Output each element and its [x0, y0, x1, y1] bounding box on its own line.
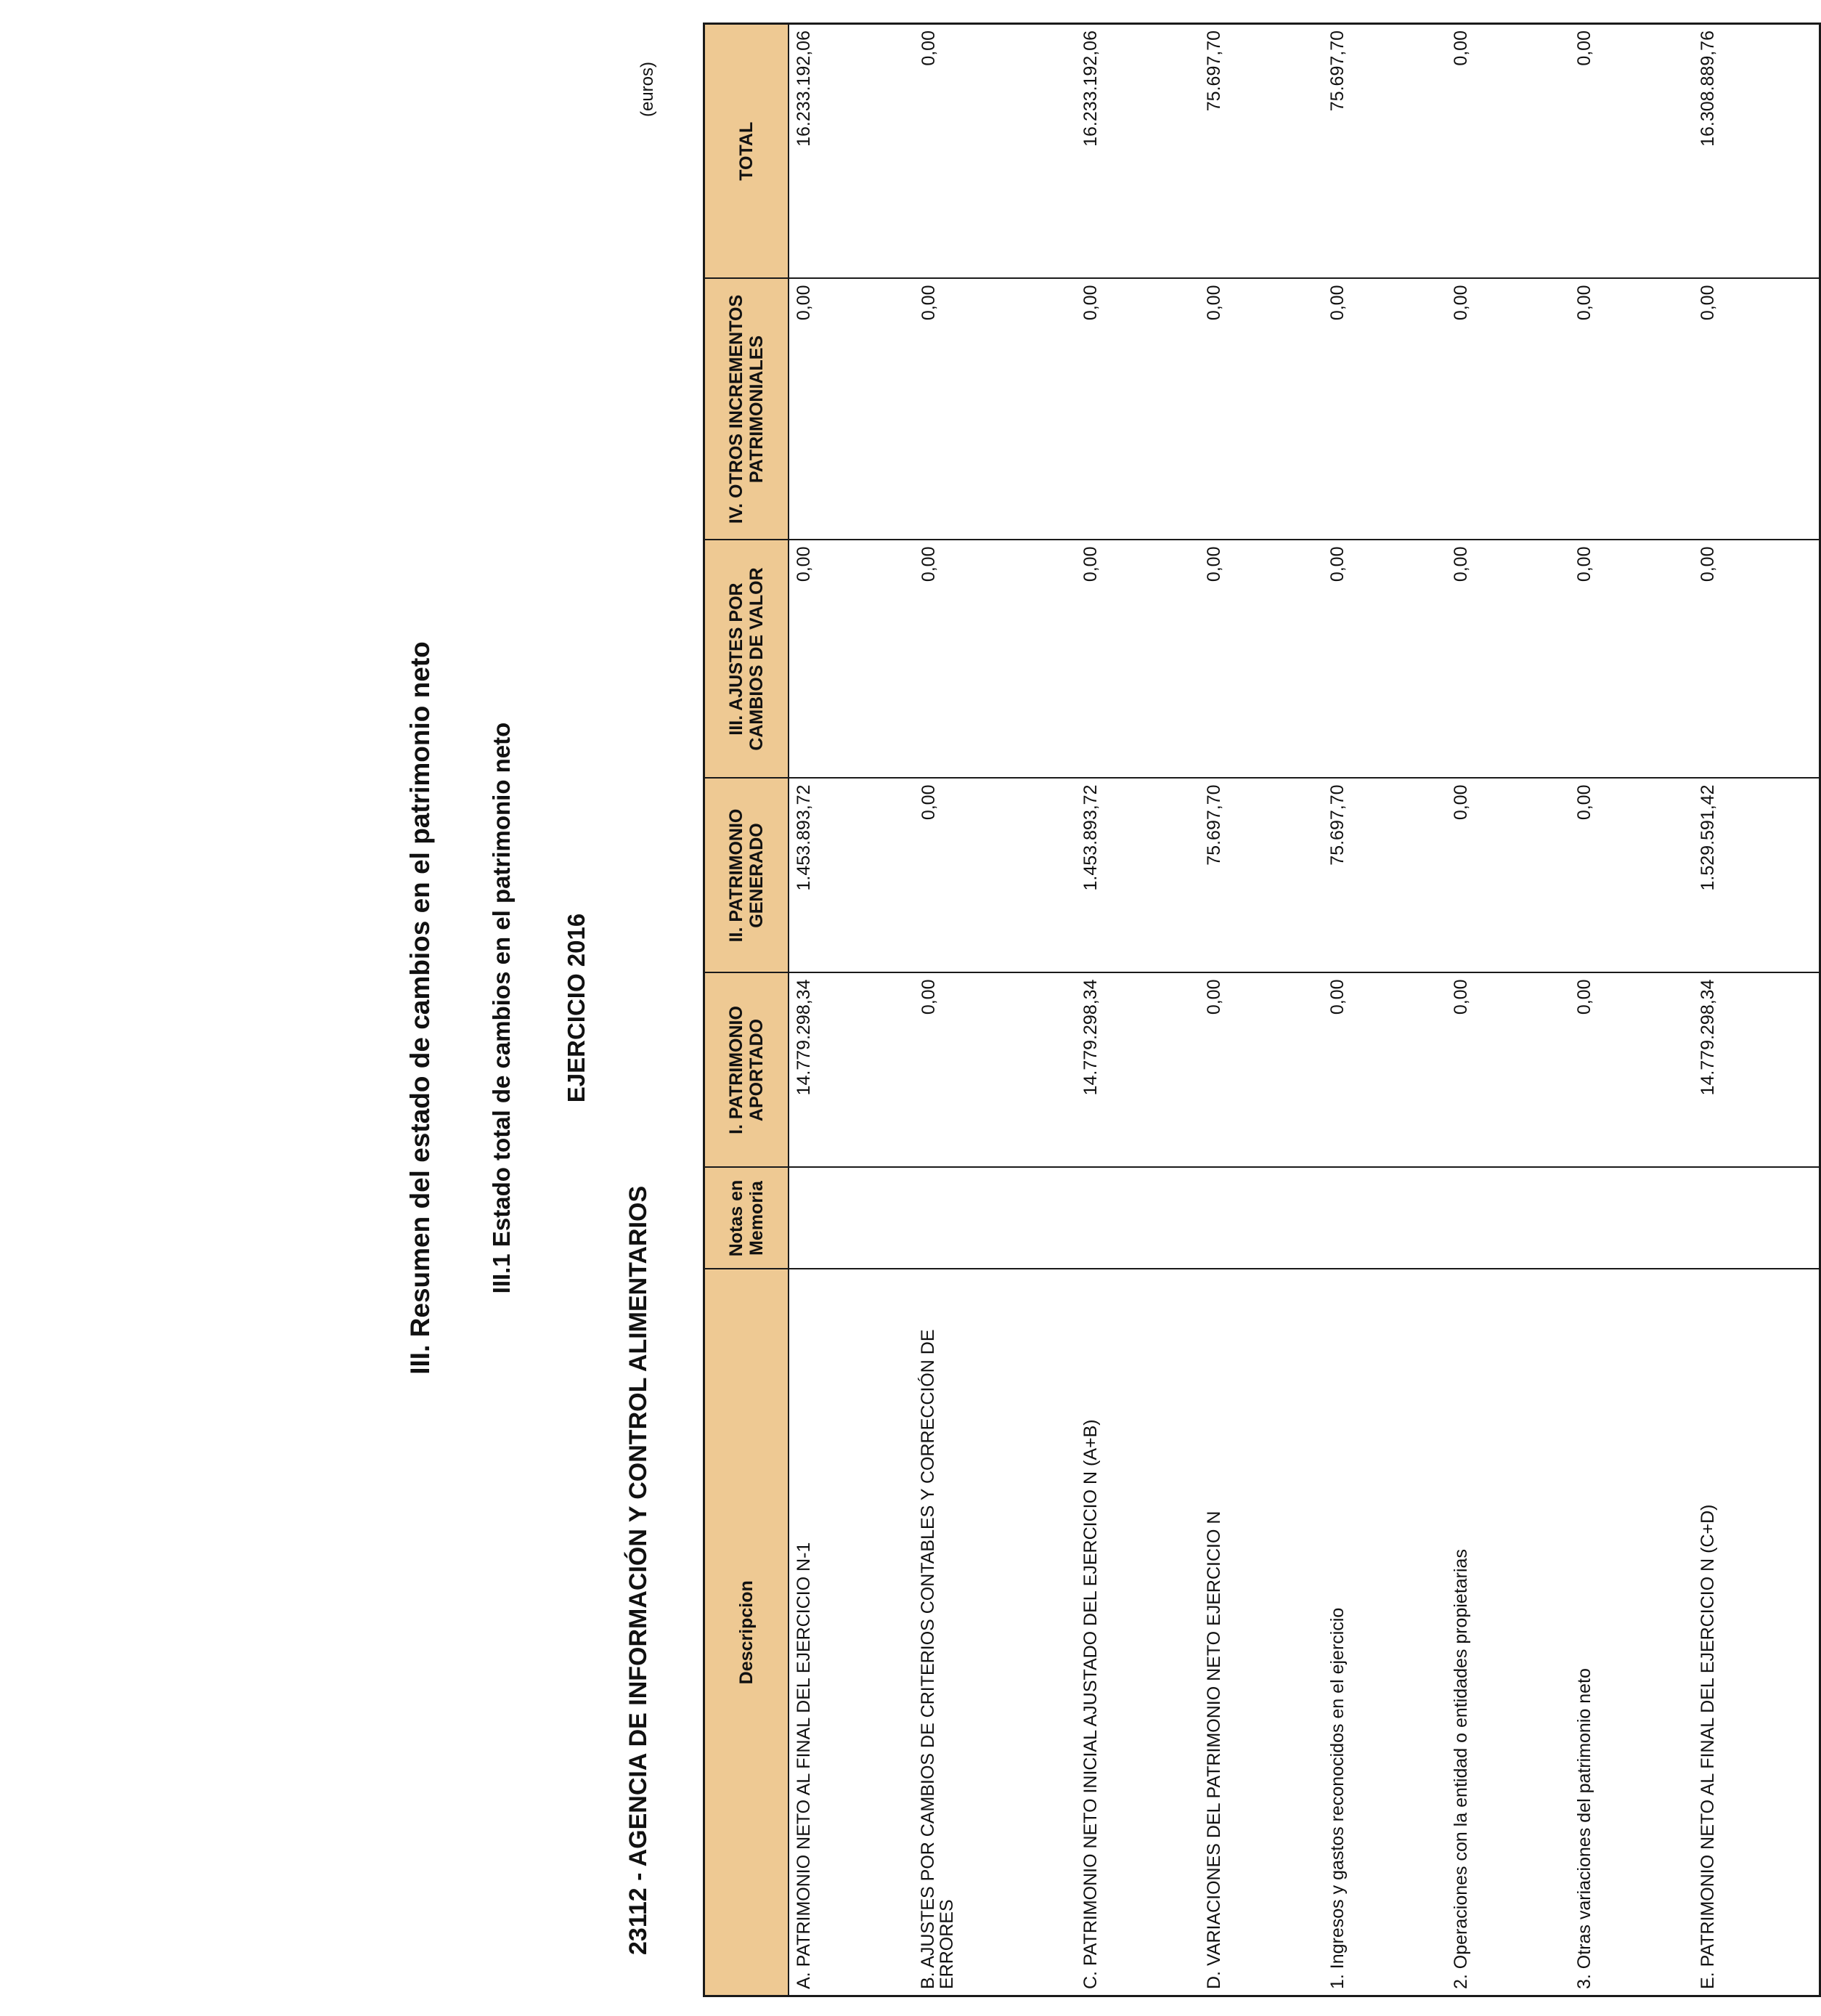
header-otros-incrementos: IV. OTROS INCREMENTOS PATRIMONIALES	[704, 279, 789, 540]
row-description: 3. Otras variaciones del patrimonio neto	[1570, 1269, 1693, 1996]
table-row	[1323, 24, 1446, 1996]
row-generado: 1.529.591,42	[1693, 779, 1820, 973]
row-notas	[1076, 1168, 1199, 1269]
row-otros: 0,00	[1570, 279, 1693, 540]
row-otros: 0,00	[1446, 279, 1570, 540]
row-aportado: 0,00	[1199, 973, 1323, 1168]
row-aportado: 0,00	[1446, 973, 1570, 1168]
row-aportado: 0,00	[1323, 973, 1446, 1168]
row-ajustes: 0,00	[1693, 540, 1820, 779]
row-generado: 75.697,70	[1323, 779, 1446, 973]
section-subtitle: III.1 Estado total de cambios en el patrimonio neto	[488, 722, 515, 1294]
table-row	[1076, 24, 1199, 1996]
row-generado: 75.697,70	[1199, 779, 1323, 973]
row-aportado: 14.779.298,34	[1693, 973, 1820, 1168]
row-total: 16.233.192,06	[1076, 24, 1199, 279]
row-notas	[1199, 1168, 1323, 1269]
row-description: D. VARIACIONES DEL PATRIMONIO NETO EJERCICIO N	[1199, 1269, 1323, 1996]
entity-name: 23112 - AGENCIA DE INFORMACIÓN Y CONTROL ALIMENTARIOS	[624, 1185, 652, 1955]
row-total: 0,00	[1446, 24, 1570, 279]
table-row	[1693, 24, 1820, 1996]
row-total: 0,00	[914, 24, 1076, 279]
row-generado: 1.453.893,72	[1076, 779, 1199, 973]
row-generado: 1.453.893,72	[789, 779, 914, 973]
row-otros: 0,00	[914, 279, 1076, 540]
table-row	[1446, 24, 1570, 1996]
units-label: (euros)	[637, 61, 657, 117]
header-notas: Notas en Memoria	[704, 1168, 789, 1269]
row-ajustes: 0,00	[1570, 540, 1693, 779]
header-descripcion: Descripcion	[704, 1269, 789, 1996]
row-generado: 0,00	[1446, 779, 1570, 973]
page-title: III. Resumen del estado de cambios en el patrimonio neto	[405, 641, 435, 1375]
row-generado: 0,00	[914, 779, 1076, 973]
row-total: 75.697,70	[1199, 24, 1323, 279]
table-header-row	[704, 24, 789, 1996]
row-total: 75.697,70	[1323, 24, 1446, 279]
row-ajustes: 0,00	[914, 540, 1076, 779]
row-otros: 0,00	[1199, 279, 1323, 540]
row-ajustes: 0,00	[1199, 540, 1323, 779]
row-ajustes: 0,00	[1076, 540, 1199, 779]
row-notas	[789, 1168, 914, 1269]
table-row	[789, 24, 914, 1996]
row-ajustes: 0,00	[1446, 540, 1570, 779]
row-aportado: 14.779.298,34	[789, 973, 914, 1168]
table-row	[914, 24, 1076, 1996]
row-aportado: 14.779.298,34	[1076, 973, 1199, 1168]
row-total: 16.308.889,76	[1693, 24, 1820, 279]
row-description: C. PATRIMONIO NETO INICIAL AJUSTADO DEL EJERCICIO N (A+B)	[1076, 1269, 1199, 1996]
header-patrimonio-generado: II. PATRIMONIO GENERADO	[704, 779, 789, 973]
row-ajustes: 0,00	[1323, 540, 1446, 779]
row-generado: 0,00	[1570, 779, 1693, 973]
row-description: E. PATRIMONIO NETO AL FINAL DEL EJERCICIO N (C+D)	[1693, 1269, 1820, 1996]
table-row	[1570, 24, 1693, 1996]
row-notas	[1323, 1168, 1446, 1269]
exercise-year: EJERCICIO 2016	[563, 913, 590, 1103]
row-ajustes: 0,00	[789, 540, 914, 779]
row-total: 16.233.192,06	[789, 24, 914, 279]
table-row	[1199, 24, 1323, 1996]
row-notas	[1570, 1168, 1693, 1269]
row-description: B. AJUSTES POR CAMBIOS DE CRITERIOS CONTABLES Y CORRECCIÓN DE ERRORES	[914, 1269, 1076, 1996]
row-description: 2. Operaciones con la entidad o entidades propietarias	[1446, 1269, 1570, 1996]
row-otros: 0,00	[1076, 279, 1199, 540]
row-otros: 0,00	[789, 279, 914, 540]
row-total: 0,00	[1570, 24, 1693, 279]
header-patrimonio-aportado: I. PATRIMONIO APORTADO	[704, 973, 789, 1168]
row-notas	[914, 1168, 1076, 1269]
row-aportado: 0,00	[914, 973, 1076, 1168]
equity-changes-table	[703, 23, 1821, 1997]
row-otros: 0,00	[1323, 279, 1446, 540]
row-description: A. PATRIMONIO NETO AL FINAL DEL EJERCICIO N-1	[789, 1269, 914, 1996]
row-aportado: 0,00	[1570, 973, 1693, 1168]
row-notas	[1693, 1168, 1820, 1269]
row-otros: 0,00	[1693, 279, 1820, 540]
row-notas	[1446, 1168, 1570, 1269]
header-ajustes-cambios-valor: III. AJUSTES POR CAMBIOS DE VALOR	[704, 540, 789, 779]
row-description: 1. Ingresos y gastos reconocidos en el ejercicio	[1323, 1269, 1446, 1996]
header-total: TOTAL	[704, 24, 789, 279]
